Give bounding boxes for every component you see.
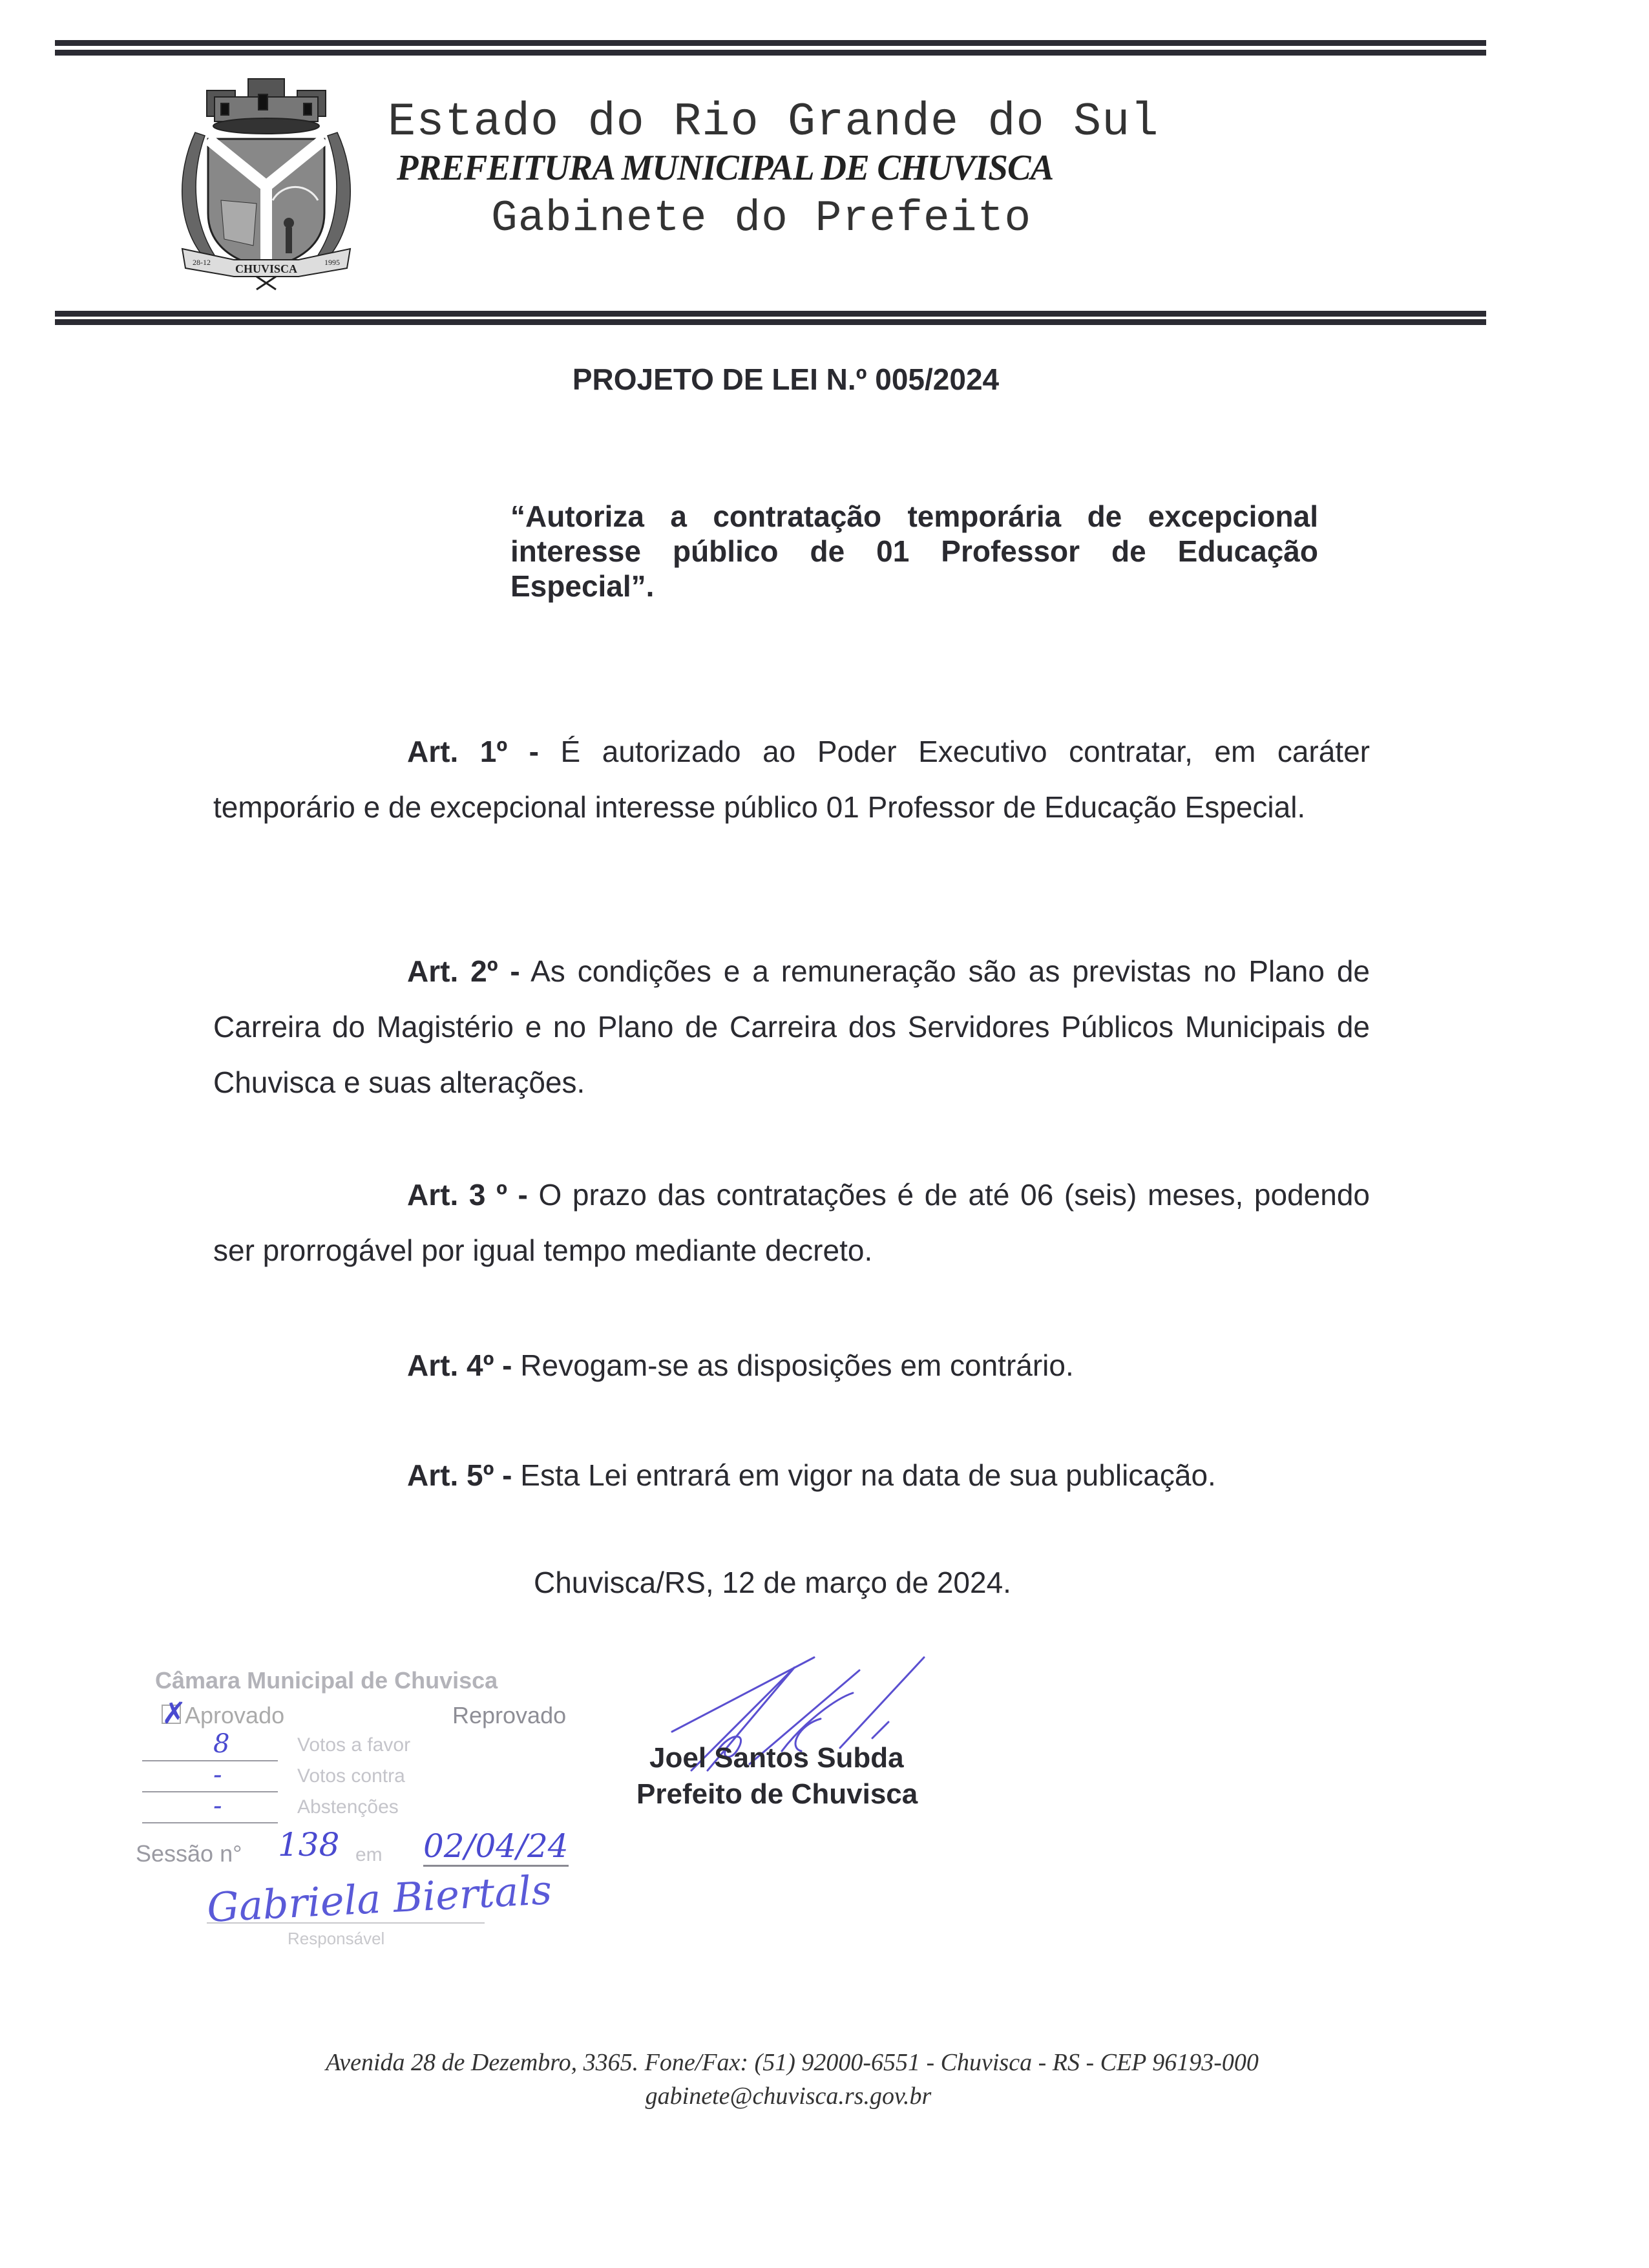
article-text: Esta Lei entrará em vigor na data de sua publicação. xyxy=(512,1458,1216,1492)
vote-value: 8 xyxy=(213,1729,230,1759)
header-rule-top-second xyxy=(55,50,1486,56)
signature-line xyxy=(207,1922,485,1924)
rejected-label: Reprovado xyxy=(452,1702,567,1728)
footer-address: Avenida 28 de Dezembro, 3365. Fone/Fax: (51) 92000-6551 - Chuvisca - RS - CEP 96193-000 xyxy=(326,2049,1259,2076)
letterhead-office: Gabinete do Prefeito xyxy=(491,194,1032,244)
vote-label: Votos contra xyxy=(297,1765,405,1787)
article-label: Art. 1º - xyxy=(407,735,539,768)
responsible-label: Responsável xyxy=(288,1929,385,1948)
letterhead-prefecture: PREFEITURA MUNICIPAL DE CHUVISCA xyxy=(397,148,1054,188)
article-label: Art. 5º - xyxy=(407,1458,512,1492)
session-number: 138 xyxy=(278,1826,340,1864)
shield-icon xyxy=(208,139,324,268)
crown-icon xyxy=(207,79,326,134)
article-1 xyxy=(213,724,1370,835)
article-label: Art. 3 º - xyxy=(407,1178,528,1212)
article-text: É autorizado ao Poder Executivo contratar, em caráter temporário e de excepcional interesse público 01 Professor de Educação Especial. xyxy=(213,735,1370,824)
article-2 xyxy=(213,943,1370,1110)
letterhead-state: Estado do Rio Grande do Sul xyxy=(388,96,1159,149)
footer-email-wrapper xyxy=(0,2082,1649,2110)
header-rule-bottom-second xyxy=(55,319,1486,325)
vote-label: Votos a favor xyxy=(297,1734,411,1756)
approved-label: Aprovado xyxy=(185,1702,285,1728)
article-text: As condições e a remuneração são as previstas no Plano de Carreira do Magistério e no Plano de Carreira dos Servidores Públicos Municipais de Chuvisca e suas alterações. xyxy=(213,954,1371,1099)
header-rule-bottom xyxy=(55,311,1486,317)
vote-value: - xyxy=(213,1791,222,1821)
article-label: Art. 4º - xyxy=(407,1349,512,1382)
document-title-wrapper xyxy=(0,362,1649,397)
coat-of-arms-icon xyxy=(169,71,363,291)
article-text: Revogam-se as disposições em contrário. xyxy=(512,1349,1074,1382)
document-summary: “Autoriza a contratação temporária de excepcional interesse público de 01 Professor de Educação Especial”. xyxy=(510,499,1318,603)
council-approval-stamp xyxy=(136,1667,588,1948)
vote-label: Abstenções xyxy=(297,1796,399,1818)
vote-row-against xyxy=(142,1760,405,1792)
crest-banner-name: CHUVISCA xyxy=(235,262,298,275)
footer-address-wrapper xyxy=(0,2048,1649,2077)
crest-banner-year: 1995 xyxy=(324,258,340,267)
footer-email[interactable]: gabinete@chuvisca.rs.gov.br xyxy=(645,2083,932,2110)
article-5 xyxy=(407,1447,1376,1503)
signer-name: Joel Santos Subda xyxy=(649,1742,904,1774)
vote-row-for xyxy=(142,1729,411,1761)
session-on-label: em xyxy=(355,1844,383,1865)
article-3 xyxy=(213,1167,1370,1278)
place-date: Chuvisca/RS, 12 de março de 2024. xyxy=(534,1566,1011,1599)
article-4 xyxy=(407,1338,1376,1393)
signer-role: Prefeito de Chuvisca xyxy=(636,1778,918,1810)
session-label: Sessão n° xyxy=(136,1840,242,1867)
vote-row-abstentions xyxy=(142,1791,399,1823)
document-title: PROJETO DE LEI N.º 005/2024 xyxy=(572,362,1000,396)
article-label: Art. 2º - xyxy=(407,954,520,988)
article-text: O prazo das contratações é de até 06 (seis) meses, podendo ser prorrogável por igual tempo mediante decreto. xyxy=(213,1178,1370,1267)
crest-banner-date: 28-12 xyxy=(193,258,211,267)
responsible-signature: Gabriela Biertals xyxy=(205,1866,553,1931)
vote-value: - xyxy=(213,1760,222,1790)
session-date: 02/04/24 xyxy=(423,1827,569,1867)
stamp-title: Câmara Municipal de Chuvisca xyxy=(155,1667,498,1694)
header-rule-top xyxy=(55,40,1486,46)
check-mark-icon: ✗ xyxy=(162,1696,187,1730)
